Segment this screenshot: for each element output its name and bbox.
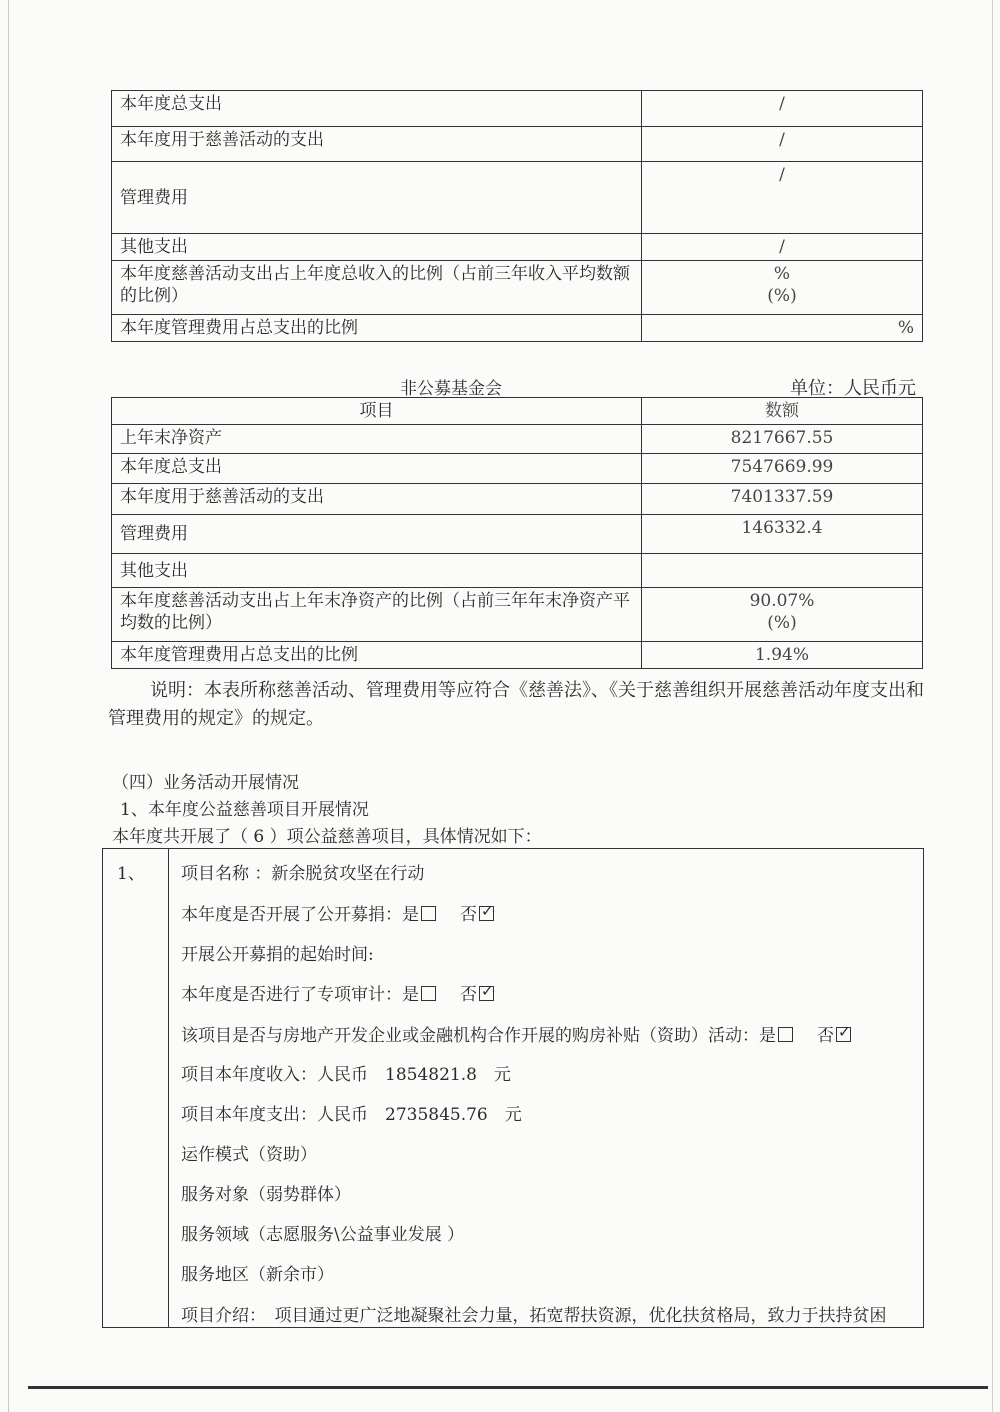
table-row xyxy=(112,454,923,484)
table-unit: 单位：人民币元 xyxy=(790,378,916,399)
section-intro: 本年度共开展了（ 6 ）项公益慈善项目，具体情况如下： xyxy=(112,827,542,847)
table-row xyxy=(112,484,923,515)
row-label: 本年度管理费用占总支出的比例 xyxy=(112,315,642,342)
table-caption: 非公募基金会 xyxy=(400,379,502,399)
row-value: / xyxy=(642,162,923,234)
no-checkbox-checked xyxy=(479,986,494,1001)
special-audit-line xyxy=(181,980,494,1005)
page-bottom-rule xyxy=(28,1386,988,1389)
row-value: 7547669.99 xyxy=(642,454,923,484)
row-value: 7401337.59 xyxy=(642,484,923,515)
no-label: 否 xyxy=(817,1026,834,1046)
percent-label-avg: (%) xyxy=(767,286,797,306)
no-checkbox-checked xyxy=(479,906,494,921)
table-row xyxy=(112,234,923,261)
table-row xyxy=(112,642,923,669)
project-expense: 项目本年度支出：人民币 2735845.76 元 xyxy=(181,1105,522,1125)
header-amount: 数额 xyxy=(642,398,923,425)
row-label: 上年末净资产 xyxy=(112,425,642,454)
row-value xyxy=(642,261,923,315)
project-income: 项目本年度收入：人民币 1854821.8 元 xyxy=(181,1065,511,1085)
service-target: 服务对象（弱势群体） xyxy=(181,1185,351,1205)
row-value: 1.94% xyxy=(642,642,923,669)
operation-mode: 运作模式（资助） xyxy=(181,1145,317,1165)
percent-label-avg: (%) xyxy=(767,613,797,633)
public-fundraising-question: 本年度是否开展了公开募捐：是 xyxy=(181,905,419,925)
service-field: 服务领域（志愿服务\公益事业发展 ） xyxy=(181,1225,465,1245)
yes-checkbox xyxy=(778,1027,793,1042)
row-label: 管理费用 xyxy=(112,162,642,234)
row-value xyxy=(642,554,923,588)
row-label: 其他支出 xyxy=(112,554,642,588)
public-fundraising-line xyxy=(181,900,494,925)
section-subheading: 1、本年度公益慈善项目开展情况 xyxy=(120,800,369,820)
page-left-edge xyxy=(8,0,9,1412)
row-label: 本年度用于慈善活动的支出 xyxy=(112,127,642,162)
table-row xyxy=(112,425,923,454)
yes-checkbox xyxy=(421,906,436,921)
service-region: 服务地区（新余市） xyxy=(181,1265,334,1285)
row-label: 本年度用于慈善活动的支出 xyxy=(112,484,642,515)
table-row xyxy=(112,554,923,588)
no-checkbox-checked xyxy=(836,1027,851,1042)
table-row xyxy=(112,162,923,234)
row-value: 146332.4 xyxy=(642,515,923,554)
row-value: % xyxy=(642,315,923,342)
row-label: 本年度总支出 xyxy=(112,454,642,484)
table-row xyxy=(112,261,923,315)
row-label: 本年度总支出 xyxy=(112,91,642,127)
row-value: / xyxy=(642,91,923,127)
no-label: 否 xyxy=(460,985,477,1005)
fundraising-start: 开展公开募捐的起始时间: xyxy=(181,945,374,965)
table-header-row xyxy=(112,398,923,425)
project-number: 1、 xyxy=(103,849,169,1327)
public-fund-table xyxy=(111,90,923,342)
table-row xyxy=(112,515,923,554)
row-label: 本年度管理费用占总支出的比例 xyxy=(112,642,642,669)
row-label: 其他支出 xyxy=(112,234,642,261)
project-intro: 项目介绍： 项目通过更广泛地凝聚社会力量，拓宽帮扶资源，优化扶贫格局，致力于扶持贫困 xyxy=(181,1306,887,1326)
special-audit-question: 本年度是否进行了专项审计：是 xyxy=(181,985,419,1005)
housing-subsidy-question: 该项目是否与房地产开发企业或金融机构合作开展的购房补贴（资助）活动：是 xyxy=(181,1026,776,1046)
page-right-edge xyxy=(992,0,993,1412)
table-row xyxy=(112,127,923,162)
table-note: 说明：本表所称慈善活动、管理费用等应符合《慈善法》、《关于慈善组织开展慈善活动年度支出和管理费用的规定》的规定。 xyxy=(108,680,924,729)
percent-value: 90.07% xyxy=(749,591,815,611)
table-row xyxy=(112,91,923,127)
row-label: 本年度慈善活动支出占上年末净资产的比例（占前三年年末净资产平均数的比例） xyxy=(112,588,642,642)
row-value: / xyxy=(642,234,923,261)
row-label: 本年度慈善活动支出占上年度总收入的比例（占前三年收入平均数额的比例） xyxy=(112,261,642,315)
table-row xyxy=(112,588,923,642)
percent-label: % xyxy=(773,264,791,284)
private-fund-table xyxy=(111,397,923,669)
section-heading: （四）业务活动开展情况 xyxy=(112,773,299,793)
table-row xyxy=(112,315,923,342)
row-value: 8217667.55 xyxy=(642,425,923,454)
project-box xyxy=(102,848,924,1328)
yes-checkbox xyxy=(421,986,436,1001)
housing-subsidy-line xyxy=(181,1021,851,1046)
row-value: / xyxy=(642,127,923,162)
row-label: 管理费用 xyxy=(112,515,642,554)
no-label: 否 xyxy=(460,905,477,925)
row-value xyxy=(642,588,923,642)
header-item: 项目 xyxy=(112,398,642,425)
project-name: 项目名称 ：新余脱贫攻坚在行动 xyxy=(181,864,425,884)
